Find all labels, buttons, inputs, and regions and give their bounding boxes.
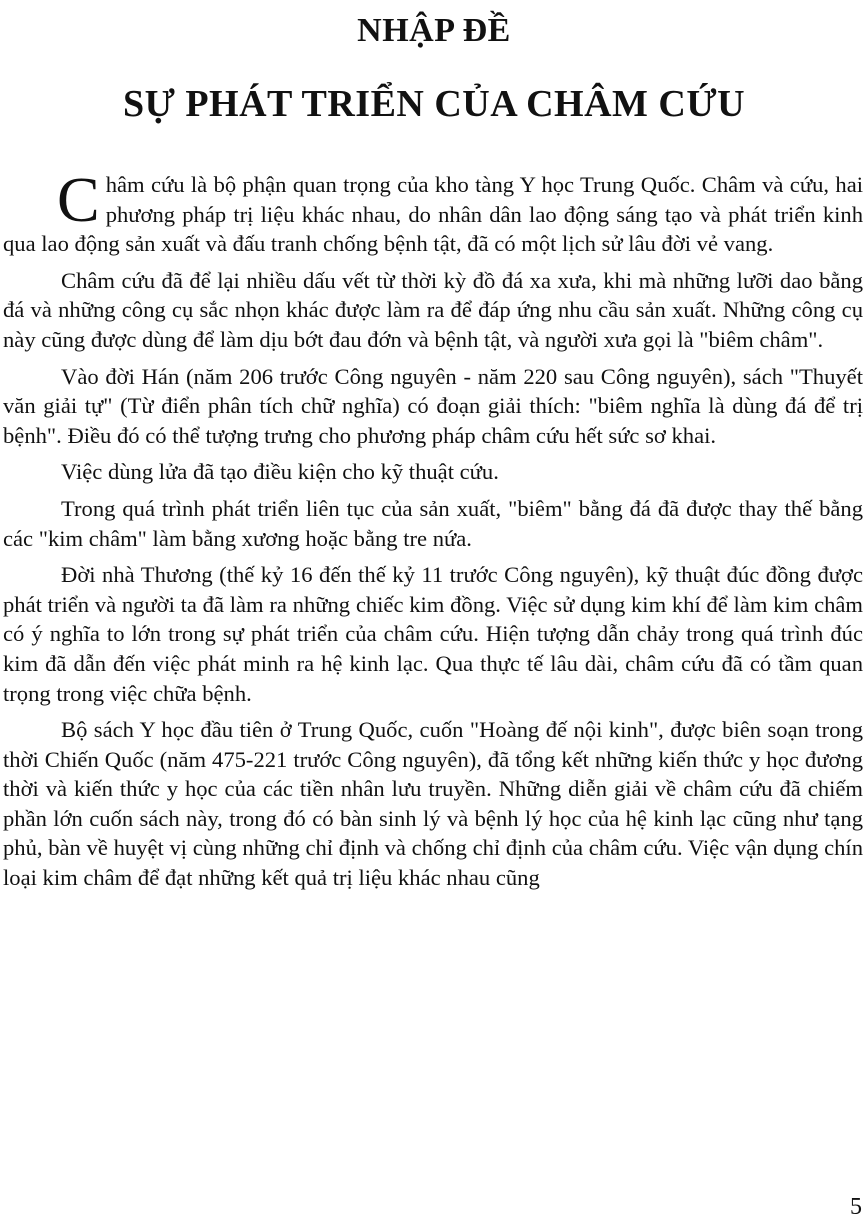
paragraph-2: Châm cứu đã để lại nhiều dấu vết từ thời kỳ đồ đá xa xưa, khi mà những lưỡi dao bằng đá và những công cụ sắc nhọn khác được làm ra để đáp ứng nhu cầu sản xuất. Những công cụ này cũng được dùng để làm dịu bớt đau đớn và bệnh tật, và người xưa gọi là "biêm châm". bbox=[3, 267, 863, 352]
paragraph-1-text: hâm cứu là bộ phận quan trọng của kho tàng Y học Trung Quốc. Châm và cứu, hai phương pháp trị liệu khác nhau, do nhân dân lao động sáng tạo và phát triển kinh qua lao động sản xuất và đấu tranh chống bệnh tật, đã có một lịch sử lâu đời vẻ vang. bbox=[3, 172, 863, 257]
body-text bbox=[3, 164, 863, 900]
chapter-title: SỰ PHÁT TRIỂN CỦA CHÂM CỨU bbox=[122, 83, 746, 125]
paragraph-5: Trong quá trình phát triển liên tục của sản xuất, "biêm" bằng đá đã được thay thế bằng các "kim châm" làm bằng xương hoặc bằng tre nứa. bbox=[3, 495, 863, 551]
paragraph-3: Vào đời Hán (năm 206 trước Công nguyên - năm 220 sau Công nguyên), sách "Thuyết văn giải tự" (Từ điển phân tích chữ nghĩa) có đoạn giải thích: "biêm nghĩa là dùng đá để trị bệnh". Điều đó có thể tượng trưng cho phương pháp châm cứu hết sức sơ khai. bbox=[3, 363, 863, 448]
chapter-heading: NHẬP ĐỀ bbox=[357, 12, 511, 49]
drop-cap: C bbox=[57, 164, 100, 235]
paragraph-6: Đời nhà Thương (thế kỷ 16 đến thế kỷ 11 trước Công nguyên), kỹ thuật đúc đồng được phát triển và người ta đã làm ra những chiếc kim đồng. Việc sử dụng kim khí để làm kim châm có ý nghĩa to lớn trong sự phát triển của châm cứu. Hiện tượng dẫn chảy trong quá trình đúc kim đã dẫn đến việc phát minh ra hệ kinh lạc. Qua thực tế lâu dài, châm cứu đã có tầm quan trọng trong việc chữa bệnh. bbox=[3, 562, 863, 706]
paragraph-7: Bộ sách Y học đầu tiên ở Trung Quốc, cuốn "Hoàng đế nội kinh", được biên soạn trong thời Chiến Quốc (năm 475-221 trước Công nguyên), đã tổng kết những kiến thức y học đương thời và kiến thức y học của các tiền nhân lưu truyền. Những diễn giải về châm cứu đã chiếm phần lớn cuốn sách này, trong đó có bàn sinh lý và bệnh lý học của hệ kinh lạc cũng như tạng phủ, bàn về huyệt vị cùng những chỉ định và chống chỉ định của châm cứu. Việc vận dụng chín loại kim châm để đạt những kết quả trị liệu khác nhau cũng bbox=[3, 717, 863, 891]
paragraph-4: Việc dùng lửa đã tạo điều kiện cho kỹ thuật cứu. bbox=[61, 459, 499, 485]
paragraph-1 bbox=[3, 164, 863, 259]
page-number: 5 bbox=[850, 1194, 862, 1220]
